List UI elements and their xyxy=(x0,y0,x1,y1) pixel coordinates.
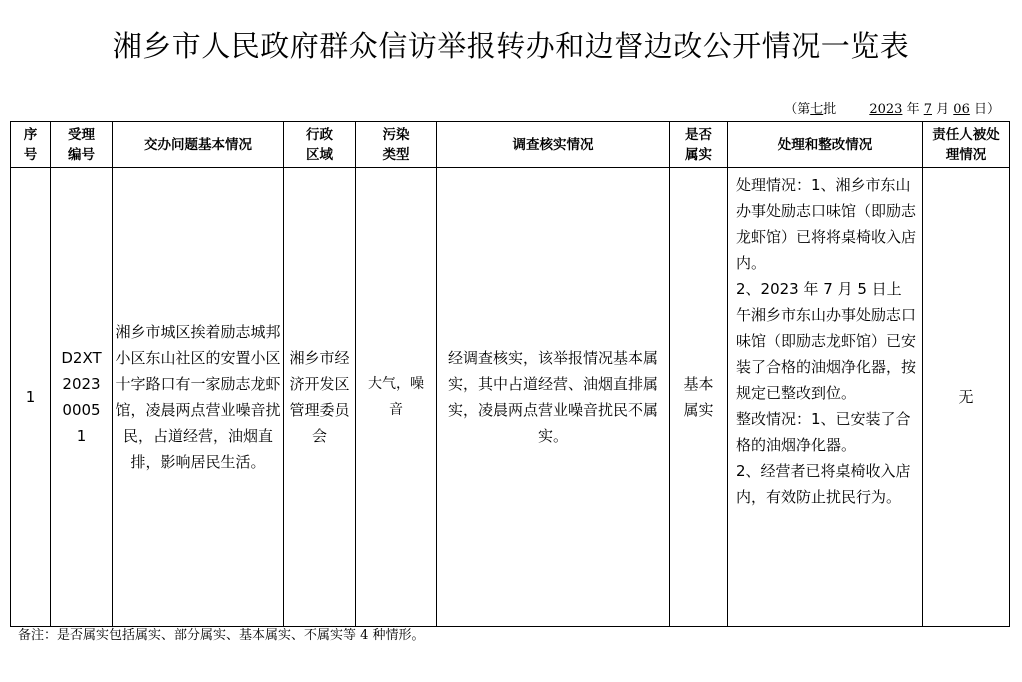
footnote: 备注：是否属实包括属实、部分属实、基本属实、不属实等 4 种情形。 xyxy=(18,628,425,643)
handling-paragraph-4: 2、经营者已将桌椅收入店内，有效防止扰民行为。 xyxy=(736,462,911,506)
cell-handling xyxy=(728,168,923,627)
header-investigation: 调查核实情况 xyxy=(437,122,670,168)
batch-day-suffix: 日） xyxy=(973,102,1000,117)
handling-paragraph-3: 整改情况：1、已安装了合格的油烟净化器。 xyxy=(736,410,911,454)
handling-paragraph-1: 处理情况：1、湘乡市东山办事处励志口味馆（即励志龙虾馆）已将将桌椅收入店内。 xyxy=(736,176,917,272)
handling-paragraph-2: 2、2023 年 7 月 5 日上午湘乡市东山办事处励志口味馆（即励志龙虾馆）已安装了合格的油烟净化器，按规定已整改到位。 xyxy=(736,280,917,402)
batch-year-suffix: 年 xyxy=(906,102,920,117)
header-accept-no: 受理编号 xyxy=(51,122,113,168)
header-issue: 交办问题基本情况 xyxy=(113,122,284,168)
table-header-row xyxy=(11,122,1010,168)
cell-region: 湘乡市经济开发区管理委员会 xyxy=(284,168,356,627)
cell-verified: 基本属实 xyxy=(670,168,728,627)
batch-prefix: （第 xyxy=(784,102,811,117)
header-region: 行政区域 xyxy=(284,122,356,168)
header-accountability: 责任人被处理情况 xyxy=(923,122,1010,168)
cell-seq: 1 xyxy=(11,168,51,627)
batch-day: 06 xyxy=(953,102,970,117)
cell-investigation: 经调查核实，该举报情况基本属实，其中占道经营、油烟直排属实，凌晨两点营业噪音扰民不属实。 xyxy=(437,168,670,627)
header-verified: 是否属实 xyxy=(670,122,728,168)
batch-number: 七 xyxy=(810,102,824,117)
header-pollution: 污染类型 xyxy=(356,122,437,168)
page-title: 湘乡市人民政府群众信访举报转办和边督边改公开情况一览表 xyxy=(112,29,910,63)
batch-year: 2023 xyxy=(869,102,903,117)
cell-accept-no: D2XT202300051 xyxy=(51,168,113,627)
cell-accountability: 无 xyxy=(923,168,1010,627)
header-handling: 处理和整改情况 xyxy=(728,122,923,168)
cell-issue: 湘乡市城区挨着励志城邦小区东山社区的安置小区十字路口有一家励志龙虾馆，凌晨两点营业噪音扰民，占道经营，油烟直排，影响居民生活。 xyxy=(113,168,284,627)
report-table xyxy=(10,121,1010,627)
batch-suffix: 批 xyxy=(823,102,837,117)
table-row xyxy=(11,168,1010,627)
batch-date-line xyxy=(784,101,1000,119)
header-seq: 序号 xyxy=(11,122,51,168)
cell-pollution: 大气，噪音 xyxy=(356,168,437,627)
batch-month-suffix: 月 xyxy=(936,102,950,117)
batch-month: 7 xyxy=(923,102,932,117)
